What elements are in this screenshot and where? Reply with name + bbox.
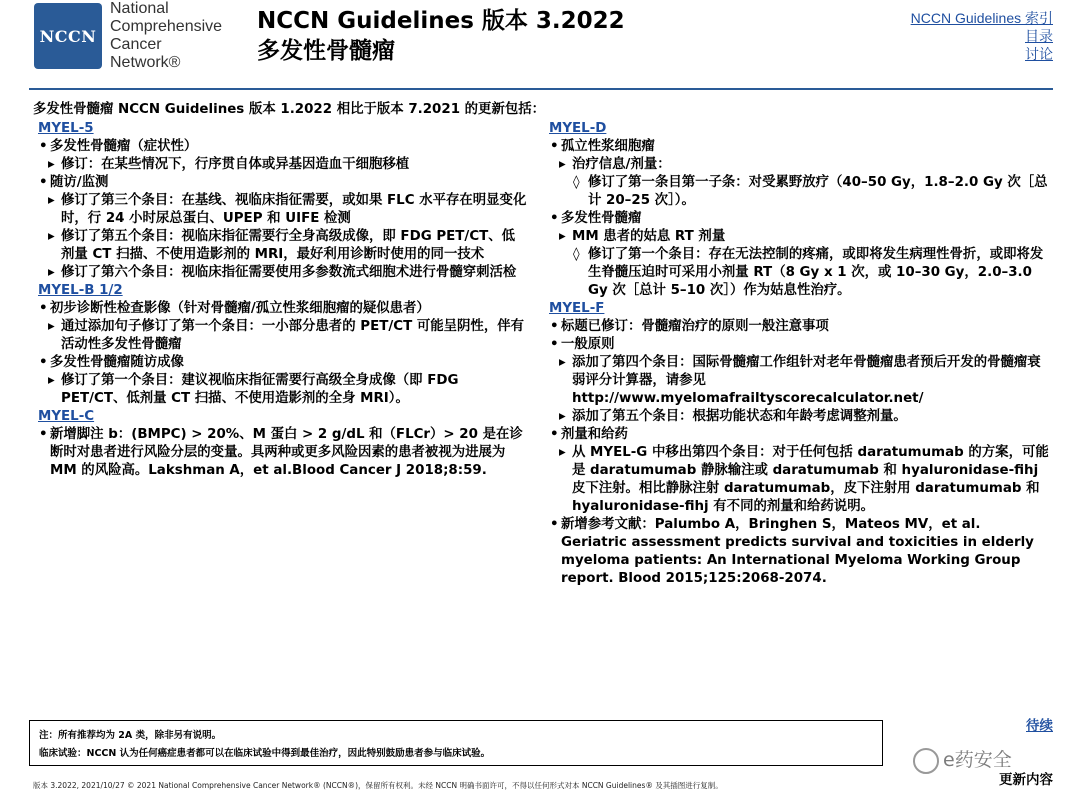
bullet-item: • 孤立性浆细胞瘤 [549, 138, 1049, 156]
logo-abbr: NCCN [39, 26, 97, 46]
link-guidelines-index[interactable]: NCCN Guidelines 索引 [910, 10, 1053, 26]
logo-line: National [110, 0, 169, 17]
bullet-item: ◊ 修订了第一个条目：存在无法控制的疼痛，或即将发生病理性骨折，或即将发生脊髓压迫时可采用小剂量 RT（8 Gy x 1 次，或 10–30 Gy，2.0–3.0 Gy 次［总计 5–10 次］）作为姑息性治疗。 [549, 246, 1049, 300]
section-link[interactable]: MYEL-5 [38, 121, 94, 136]
bullet-item: ▸ 通过添加句子修订了第一个条目：一小部分患者的 PET/CT 可能呈阴性，伴有活动性多发性骨髓瘤 [38, 318, 528, 354]
link-toc[interactable]: 目录 [1025, 28, 1053, 44]
logo-line: Comprehensive [110, 18, 223, 35]
bullet-item: ▸ 从 MYEL-G 中移出第四个条目：对于任何包括 daratumumab 的方案，可能是 daratumumab 静脉输注或 daratumumab 和 hyaluronidase-fihj 皮下注射。相比静脉注射 daratumumab，皮下注射用 daratumumab 和 hyaluronidase-fihj 有不同的剂量和给药说明。 [549, 444, 1049, 516]
bullet-item: • 多发性骨髓瘤随访成像 [38, 354, 528, 372]
left-column [38, 120, 528, 480]
wechat-icon [913, 748, 939, 774]
section-link[interactable]: MYEL-B 1/2 [38, 283, 123, 298]
top-links [911, 9, 1053, 63]
bullet-item: ▸ 修订了第三个条目：在基线、视临床指征需要，或如果 FLC 水平存在明显变化时，行 24 小时尿总蛋白、UPEP 和 UIFE 检测 [38, 192, 528, 228]
bullet-item: ▸ 添加了第五个条目：根据功能状态和年龄考虑调整剂量。 [549, 408, 1049, 426]
bullet-item: • 一般原则 [549, 336, 1049, 354]
bullet-item: ▸ 修订了第五个条目：视临床指征需要行全身高级成像，即 FDG PET/CT、低剂量 CT 扫描、不使用造影剂的 MRI，最好利用诊断时使用的同一技术 [38, 228, 528, 264]
copyright: 版本 3.2022, 2021/10/27 © 2021 National Comprehensive Cancer Network® (NCCN®)，保留所有权利。未经 NCCN 明确书面许可，不得以任何形式对本 NCCN Guidelines® 及其插图进行复制。 [33, 781, 723, 790]
watermark-text: e药安全 [943, 749, 1012, 771]
intro-text: 多发性骨髓瘤 NCCN Guidelines 版本 1.2022 相比于版本 7.2021 的更新包括： [33, 102, 546, 117]
page-title [257, 6, 625, 66]
nccn-logo [34, 3, 102, 69]
bullet-item: • 剂量和给药 [549, 426, 1049, 444]
bullet-item: • 初步诊断性检查影像（针对骨髓瘤/孤立性浆细胞瘤的疑似患者） [38, 300, 528, 318]
bullet-item: ▸ 修订：在某些情况下，行序贯自体或异基因造血干细胞移植 [38, 156, 528, 174]
right-column [549, 120, 1049, 588]
logo-text [110, 0, 222, 72]
bullet-item: ◊ 修订了第一条目第一子条：对受累野放疗（40–50 Gy，1.8–2.0 Gy 次［总计 20–25 次］）。 [549, 174, 1049, 210]
section-link[interactable]: MYEL-D [549, 121, 607, 136]
bullet-item: • 多发性骨髓瘤（症状性） [38, 138, 528, 156]
header-divider [29, 88, 1053, 90]
logo-line: Network® [110, 54, 181, 71]
section-link[interactable]: MYEL-F [549, 301, 605, 316]
title-line2: 多发性骨髓瘤 [257, 38, 395, 64]
continue-link[interactable]: 待续 [1026, 718, 1053, 734]
bullet-item: ▸ 添加了第四个条目：国际骨髓瘤工作组针对老年骨髓瘤患者预后开发的骨髓瘤衰弱评分计算器，请参见 http://www.myelomafrailtyscorecalculator.net/ [549, 354, 1049, 408]
logo-line: Cancer [110, 36, 162, 53]
link-discussion[interactable]: 讨论 [1025, 46, 1053, 62]
bullet-item: ▸ 修订了第六个条目：视临床指征需要使用多参数流式细胞术进行骨髓穿刺活检 [38, 264, 528, 282]
footnote-box [29, 720, 883, 766]
update-label: 更新内容 [999, 772, 1053, 788]
bullet-item: • 标题已修订：骨髓瘤治疗的原则一般注意事项 [549, 318, 1049, 336]
section-link[interactable]: MYEL-C [38, 409, 95, 424]
bullet-item: • 多发性骨髓瘤 [549, 210, 1049, 228]
bullet-item: ▸ 修订了第一个条目：建议视临床指征需要行高级全身成像（即 FDG PET/CT、低剂量 CT 扫描、不使用造影剂的全身 MRI）。 [38, 372, 528, 408]
bullet-item: • 新增脚注 b：(BMPC) > 20%、M 蛋白 > 2 g/dL 和（FLCr）> 20 是在诊断时对患者进行风险分层的变量。具两种或更多风险因素的患者被视为进展为 MM 的风险高。Lakshman A，et al.Blood Cancer J 2018;8:59. [38, 426, 528, 480]
note-clinical-trials: 临床试验：NCCN 认为任何癌症患者都可以在临床试验中得到最佳治疗，因此特别鼓励患者参与临床试验。 [39, 748, 491, 759]
watermark [913, 745, 1012, 774]
bullet-item: ▸ 治疗信息/剂量： [549, 156, 1049, 174]
bullet-item: • 随访/监测 [38, 174, 528, 192]
title-line1: NCCN Guidelines 版本 3.2022 [257, 8, 625, 34]
note-category: 注：所有推荐均为 2A 类，除非另有说明。 [39, 730, 222, 741]
bullet-item: • 新增参考文献：Palumbo A，Bringhen S，Mateos MV，et al. Geriatric assessment predicts survival and toxicities in elderly myeloma patients: An International Myeloma Working Group report. Blood 2015;125:2068-2074. [549, 516, 1049, 588]
bullet-item: ▸ MM 患者的姑息 RT 剂量 [549, 228, 1049, 246]
